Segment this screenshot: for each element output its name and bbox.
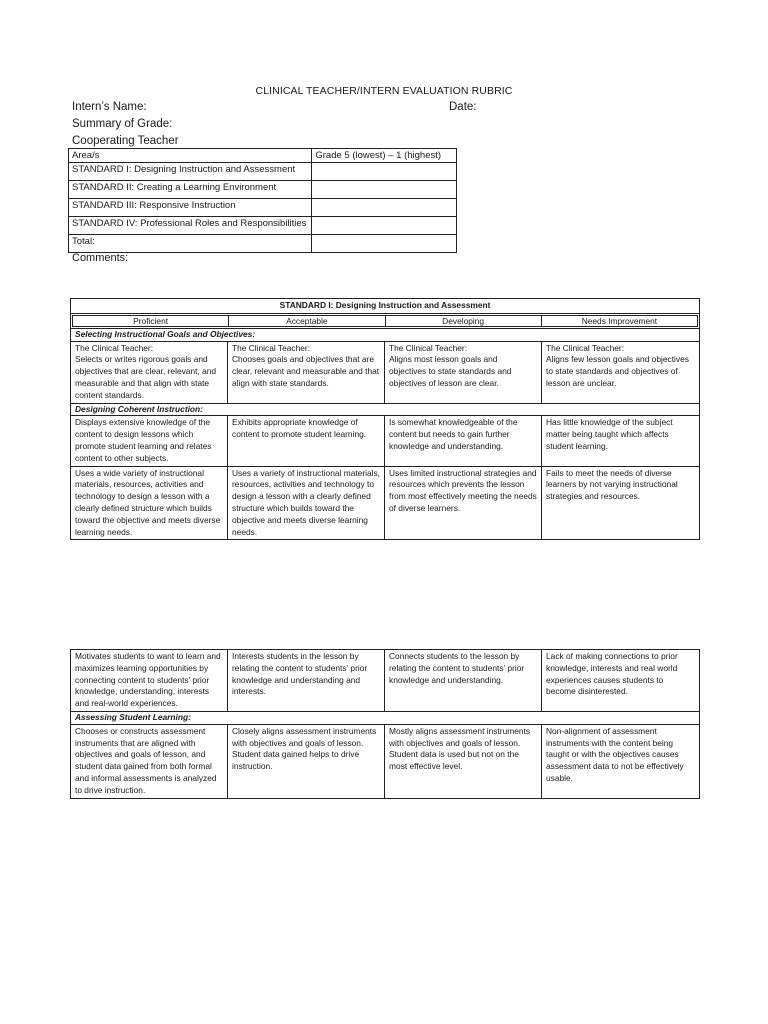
rubric-title-row bbox=[71, 299, 700, 314]
grade-row bbox=[69, 163, 457, 181]
level-developing: Developing bbox=[385, 315, 541, 326]
rubric-cell: Non-alignment of assessment instruments with the content being taught or with the objectives causes assessment data to not be effectively usable. bbox=[542, 724, 700, 798]
rubric-cell: Has little knowledge of the subject matter being taught which affects student learning. bbox=[542, 416, 700, 466]
rubric-cell: Motivates students to want to learn and maximizes learning opportunities by connecting content to students’ prior knowledge, understanding, interests and real-world experiences. bbox=[71, 650, 228, 712]
grade-summary-table bbox=[68, 148, 457, 253]
grade-cell[interactable] bbox=[312, 199, 457, 217]
section-row bbox=[71, 711, 700, 724]
rubric-cell: Mostly aligns assessment instruments with objectives and goals of lesson. Student data is used but not on the most effective level. bbox=[385, 724, 542, 798]
rubric-row bbox=[71, 724, 700, 798]
grade-table-header bbox=[69, 149, 457, 163]
rubric-cell: Is somewhat knowledgeable of the content but needs to gain further knowledge and understanding. bbox=[385, 416, 542, 466]
rubric-cell: Displays extensive knowledge of the content to design lessons which promote student learning and relates content to other subjects. bbox=[71, 416, 228, 466]
grade-row-label: STANDARD I: Designing Instruction and Assessment bbox=[69, 163, 312, 181]
section-heading: Assessing Student Learning: bbox=[71, 711, 700, 724]
section-row bbox=[71, 403, 700, 416]
grade-cell[interactable] bbox=[312, 235, 457, 253]
rubric-cell: Exhibits appropriate knowledge of content to promote student learning. bbox=[228, 416, 385, 466]
rubric-cell: The Clinical Teacher: Selects or writes rigorous goals and objectives that are clear, relevant, and measurable and that align with state content standards. bbox=[71, 341, 228, 403]
standard-title: STANDARD I: Designing Instruction and Assessment bbox=[71, 299, 700, 314]
rubric-cell: Chooses or constructs assessment instruments that are aligned with objectives and goals of lesson, and student data gained from both formal and informal assessments is analyzed to drive instruction. bbox=[71, 724, 228, 798]
level-needs-improvement: Needs Improvement bbox=[541, 315, 697, 326]
summary-of-grade-label: Summary of Grade: bbox=[72, 118, 173, 130]
page-title: CLINICAL TEACHER/INTERN EVALUATION RUBRIC bbox=[255, 85, 513, 97]
rubric-cell: Connects students to the lesson by relating the content to students’ prior knowledge and understanding. bbox=[385, 650, 542, 712]
date-label: Date: bbox=[449, 101, 477, 113]
comments-label: Comments: bbox=[72, 252, 129, 264]
areas-header: Area/s bbox=[69, 149, 312, 163]
grade-cell[interactable] bbox=[312, 217, 457, 235]
intern-name-label: Intern’s Name: bbox=[72, 101, 147, 113]
rubric-cell: Uses limited instructional strategies and resources which prevents the lesson from most effectively meeting the needs of diverse learners. bbox=[385, 466, 542, 540]
grade-row-label: STANDARD II: Creating a Learning Environment bbox=[69, 181, 312, 199]
cooperating-teacher-label: Cooperating Teacher bbox=[72, 135, 179, 147]
section-heading: Designing Coherent Instruction: bbox=[71, 403, 700, 416]
rubric-table-continued bbox=[70, 649, 700, 799]
rubric-row bbox=[71, 341, 700, 403]
grade-row bbox=[69, 181, 457, 199]
grade-row bbox=[69, 217, 457, 235]
grade-row bbox=[69, 199, 457, 217]
section-heading: Selecting Instructional Goals and Objectives: bbox=[71, 328, 700, 341]
levels-header bbox=[72, 315, 698, 327]
rubric-row bbox=[71, 466, 700, 540]
rubric-row bbox=[71, 416, 700, 466]
grade-row-label: STANDARD IV: Professional Roles and Responsibilities bbox=[69, 217, 312, 235]
rubric-cell: Lack of making connections to prior knowledge, interests and real world experiences causes students to become disinterested. bbox=[542, 650, 700, 712]
rubric-cell: Uses a variety of instructional materials, resources, activities and technology to design a lesson with a clearly defined structure which builds toward the objective and meets diverse learning needs. bbox=[228, 466, 385, 540]
level-proficient: Proficient bbox=[73, 315, 229, 326]
grade-row bbox=[69, 235, 457, 253]
grade-cell[interactable] bbox=[312, 181, 457, 199]
grade-scale-header: Grade 5 (lowest) – 1 (highest) bbox=[312, 149, 457, 163]
levels-row bbox=[71, 313, 700, 328]
rubric-cell: Interests students in the lesson by relating the content to students’ prior knowledge and understanding and interests. bbox=[228, 650, 385, 712]
rubric-cell: Fails to meet the needs of diverse learners by not varying instructional strategies and resources. bbox=[542, 466, 700, 540]
section-row bbox=[71, 328, 700, 341]
grade-row-label: STANDARD III: Responsive Instruction bbox=[69, 199, 312, 217]
rubric-table-standard-1 bbox=[70, 298, 700, 540]
grade-cell[interactable] bbox=[312, 163, 457, 181]
rubric-cell: The Clinical Teacher: Aligns most lesson goals and objectives to state standards and objectives of lesson are clear. bbox=[385, 341, 542, 403]
rubric-cell: The Clinical Teacher: Chooses goals and objectives that are clear, relevant and measurable and that align with state standards. bbox=[228, 341, 385, 403]
grade-row-label: Total: bbox=[69, 235, 312, 253]
rubric-row bbox=[71, 650, 700, 712]
rubric-cell: Closely aligns assessment instruments with objectives and goals of lesson. Student data gained helps to drive instruction. bbox=[228, 724, 385, 798]
level-acceptable: Acceptable bbox=[229, 315, 385, 326]
rubric-cell: The Clinical Teacher: Aligns few lesson goals and objectives to state standards and objectives of lesson are unclear. bbox=[542, 341, 700, 403]
rubric-cell: Uses a wide variety of instructional materials, resources, activities and technology to design a lesson with a clearly defined structure which builds toward the objective and meets diverse learning needs. bbox=[71, 466, 228, 540]
